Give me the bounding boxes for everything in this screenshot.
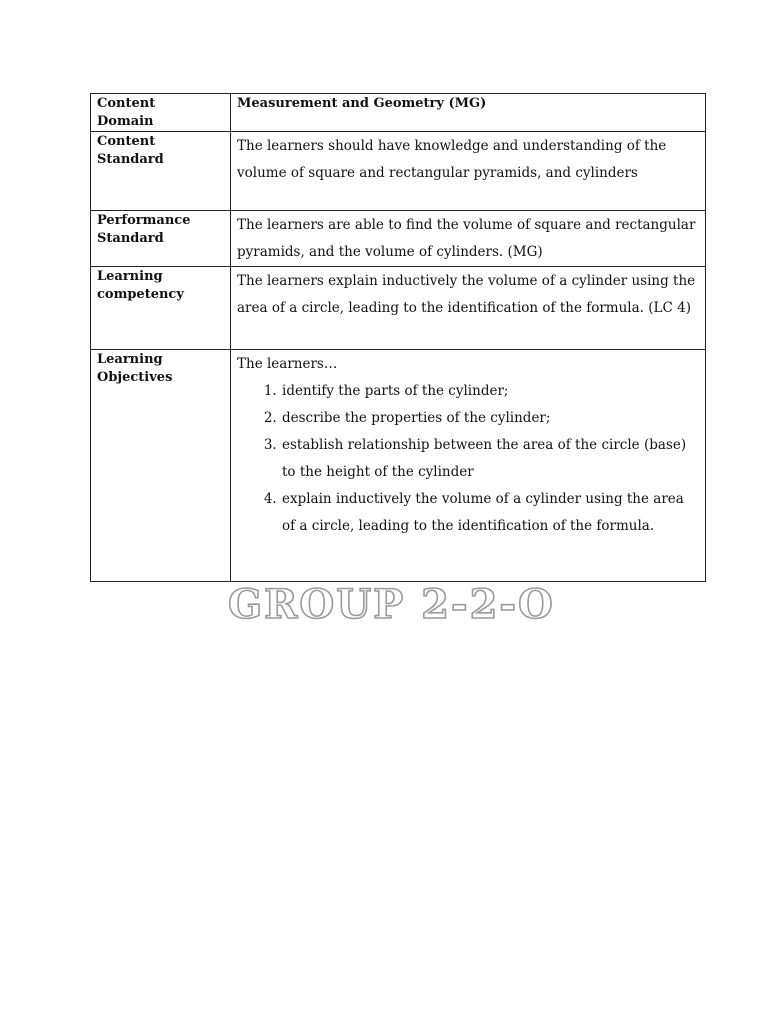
row-label-learning-objectives: Learning Objectives — [91, 350, 231, 582]
objectives-list — [237, 378, 699, 540]
list-item: 2. describe the properties of the cylinder; — [281, 405, 699, 432]
list-item: 3. establish relationship between the area of the circle (base) to the height of the cylinder — [281, 432, 699, 486]
table-row-learning-objectives — [91, 350, 706, 582]
lesson-plan-table — [90, 93, 706, 582]
learning-competency-value: The learners explain inductively the volume of a cylinder using the area of a circle, leading to the identification of the formula. (LC 4) — [231, 267, 706, 350]
performance-standard-value: The learners are able to find the volume of square and rectangular pyramids, and the volume of cylinders. (MG) — [231, 211, 706, 267]
content-standard-value: The learners should have knowledge and understanding of the volume of square and rectangular pyramids, and cylinders — [231, 132, 706, 211]
list-item: 4. explain inductively the volume of a cylinder using the area of a circle, leading to the identification of the formula. — [281, 486, 699, 540]
group-watermark: GROUP 2-2-O — [228, 581, 555, 628]
row-label-learning-competency: Learning competency — [91, 267, 231, 350]
table-row-learning-competency — [91, 267, 706, 350]
table-row-content-standard — [91, 132, 706, 211]
list-item: 1. identify the parts of the cylinder; — [281, 378, 699, 405]
content-domain-value: Measurement and Geometry (MG) — [231, 94, 706, 132]
table-row-performance-standard — [91, 211, 706, 267]
objectives-intro: The learners… — [237, 356, 338, 372]
learning-objectives-value — [231, 350, 706, 582]
row-label-content-domain: Content Domain — [91, 94, 231, 132]
table-row-content-domain — [91, 94, 706, 132]
row-label-content-standard: Content Standard — [91, 132, 231, 211]
row-label-performance-standard: Performance Standard — [91, 211, 231, 267]
